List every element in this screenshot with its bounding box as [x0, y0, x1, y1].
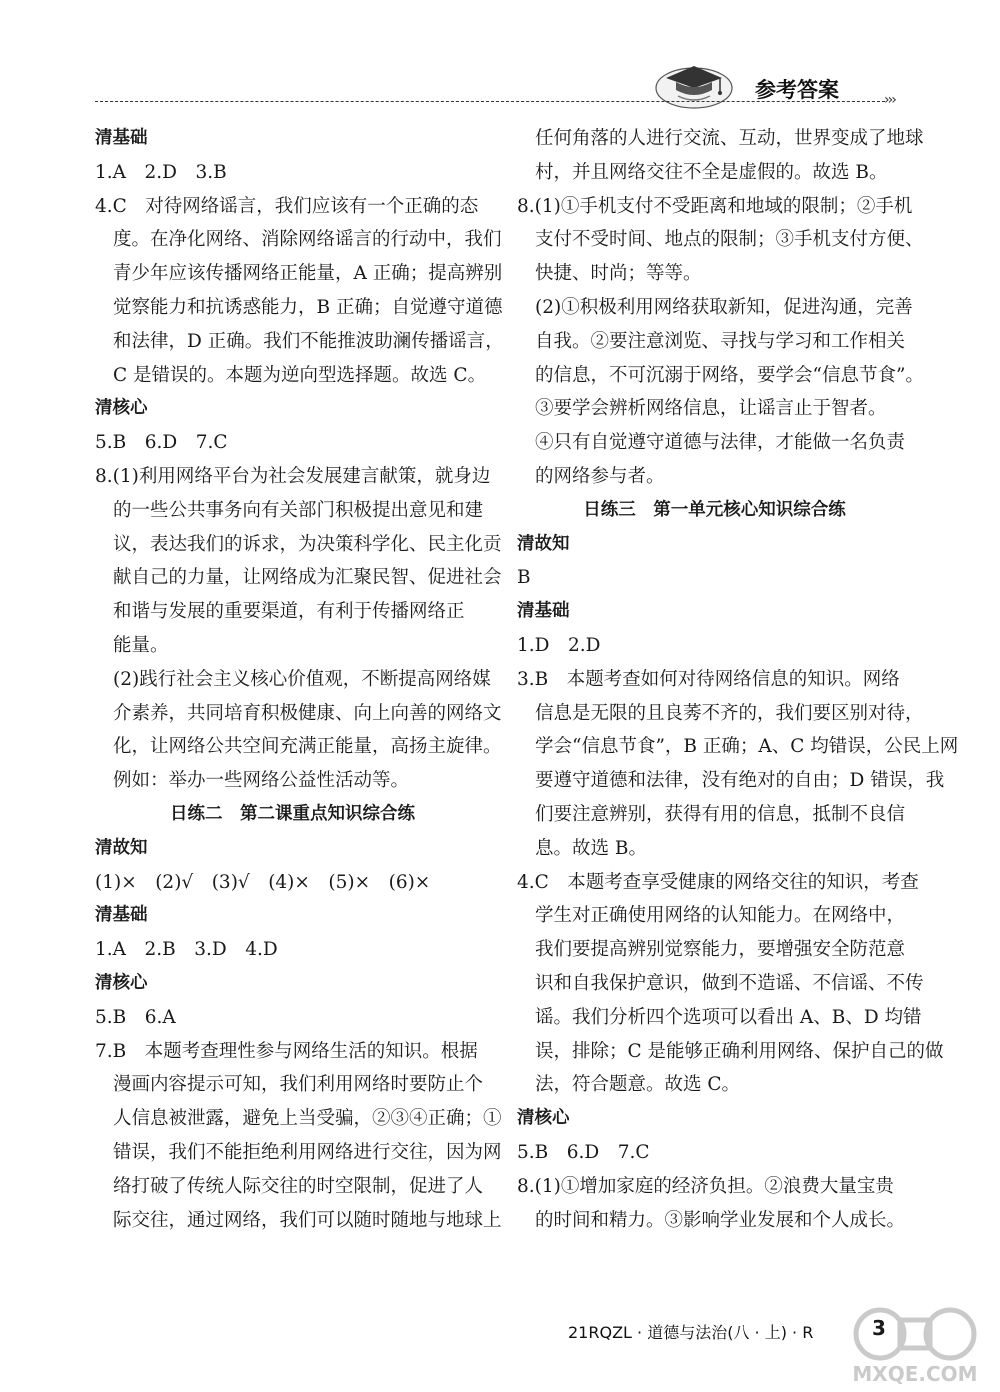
- answer-line: 际交往，通过网络，我们可以随时随地与地球上: [113, 1209, 502, 1231]
- answer-line: 8.(1)①增加家庭的经济负担。②浪费大量宝贵: [517, 1175, 894, 1197]
- answer-line: 错误，我们不能拒绝利用网络进行交往，因为网: [113, 1141, 502, 1163]
- answer-line: 4.C 本题考查享受健康的网络交往的知识，考查: [517, 871, 919, 893]
- answer-line: 介素养，共同培育积极健康、向上向善的网络文: [113, 702, 502, 724]
- answer-line: 化，让网络公共空间充满正能量，高扬主旋律。: [113, 736, 502, 758]
- answer-line: 快捷、时尚；等等。: [535, 263, 702, 285]
- watermark: [840, 1300, 990, 1392]
- answer-line: 谣。我们分析四个选项可以看出 A、B、D 均错: [535, 1006, 922, 1028]
- answer-line: 学会“信息节食”，B 正确；A、C 均错误，公民上网: [535, 736, 959, 758]
- answer-line: (2)践行社会主义核心价值观，不断提高网络媒: [113, 668, 491, 690]
- exercise-title: 日练三 第一单元核心知识综合练: [583, 499, 846, 520]
- answer-line: 的一些公共事务向有关部门积极提出意见和建: [113, 499, 484, 521]
- answer-line: 1.A 2.B 3.D 4.D: [95, 939, 278, 961]
- right-column: [517, 122, 959, 1237]
- answer-line: 觉察能力和抗诱惑能力，B 正确；自觉遵守道德: [113, 296, 503, 318]
- answer-line: 的信息，不可沉溺于网络，要学会“信息节食”。: [535, 364, 924, 386]
- answer-line: 我们要提高辨别觉察能力，要增强安全防范意: [535, 939, 906, 961]
- section-heading: 清核心: [517, 1108, 570, 1129]
- answer-line: 5.B 6.D 7.C: [95, 432, 228, 454]
- answer-line: 8.(1)利用网络平台为社会发展建言献策，就身边: [95, 465, 491, 487]
- exercise-title: 日练二 第二课重点知识综合练: [170, 803, 415, 824]
- answer-line: 要遵守道德和法律，没有绝对的自由；D 错误，我: [535, 770, 945, 792]
- answer-line: 识和自我保护意识，做到不造谣、不信谣、不传: [535, 972, 924, 994]
- section-heading: 清基础: [517, 601, 570, 622]
- answer-line: 7.B 本题考查理性参与网络生活的知识。根据: [95, 1040, 478, 1062]
- answer-line: 和谐与发展的重要渠道，有利于传播网络正: [113, 601, 465, 623]
- header-title: 参考答案: [755, 78, 839, 102]
- divider-arrow-icon: ›››: [884, 92, 895, 108]
- page-header: [0, 0, 1000, 120]
- answer-line: 3.B 本题考查如何对待网络信息的知识。网络: [517, 668, 900, 690]
- answer-line: 漫画内容提示可知，我们利用网络时要防止个: [113, 1074, 484, 1096]
- watermark-logo-icon: [840, 1300, 990, 1362]
- section-heading: 清故知: [95, 837, 148, 858]
- answer-line: 度。在净化网络、消除网络谣言的行动中，我们: [113, 229, 502, 251]
- answer-line: 们要注意辨别，获得有用的信息，抵制不良信: [535, 803, 906, 825]
- answer-line: 8.(1)①手机支付不受距离和地域的限制；②手机: [517, 195, 913, 217]
- section-heading: 清基础: [95, 128, 148, 148]
- answer-line: 村，并且网络交往不全是虚假的。故选 B。: [535, 161, 888, 183]
- answer-line: 能量。: [113, 634, 169, 656]
- answer-line: 1.A 2.D 3.B: [95, 161, 227, 183]
- answer-line: (2)①积极利用网络获取新知，促进沟通，完善: [535, 296, 913, 318]
- graduation-cap-book-icon: [652, 58, 736, 110]
- answer-line: 误，排除；C 是能够正确利用网络、保护自己的做: [535, 1040, 944, 1062]
- answer-line: 青少年应该传播网络正能量，A 正确；提高辨别: [113, 263, 503, 285]
- page-number: 3: [872, 1316, 886, 1340]
- answer-line: C 是错误的。本题为逆向型选择题。故选 C。: [113, 364, 487, 386]
- answer-line: 信息是无限的且良莠不齐的，我们要区别对待，: [535, 702, 924, 724]
- answer-line: 例如：举办一些网络公益性活动等。: [113, 770, 410, 792]
- answer-line: 1.D 2.D: [517, 634, 601, 656]
- header-divider: [95, 101, 885, 102]
- answer-line: 任何角落的人进行交流、互动，世界变成了地球: [535, 128, 924, 149]
- answer-line: 的网络参与者。: [535, 465, 665, 487]
- answer-line: 人信息被泄露，避免上当受骗，②③④正确；①: [113, 1108, 502, 1130]
- answer-line: 的时间和精力。③影响学业发展和个人成长。: [535, 1209, 906, 1231]
- answer-line: 4.C 对待网络谣言，我们应该有一个正确的态: [95, 195, 479, 217]
- answer-line: 5.B 6.A: [95, 1006, 176, 1028]
- answer-line: 学生对正确使用网络的认知能力。在网络中，: [535, 905, 906, 927]
- answer-line: 和法律，D 正确。我们不能推波助澜传播谣言，: [113, 330, 504, 352]
- answer-line: 议，表达我们的诉求，为决策科学化、民主化贡: [113, 533, 502, 555]
- watermark-text: MXQE.COM: [852, 1362, 978, 1386]
- answer-line: 5.B 6.D 7.C: [517, 1141, 650, 1163]
- footer-code: 21RQZL · 道德与法治(八 · 上) · R: [568, 1323, 814, 1342]
- left-column: [95, 122, 504, 1237]
- answer-line: 自我。②要注意浏览、寻找与学习和工作相关: [535, 330, 906, 352]
- answer-line: 法，符合题意。故选 C。: [535, 1074, 741, 1096]
- section-heading: 清故知: [517, 533, 570, 554]
- answer-line: B: [517, 567, 531, 589]
- answer-line: ④只有自觉遵守道德与法律，才能做一名负责: [535, 432, 906, 454]
- section-heading: 清基础: [95, 905, 148, 926]
- section-heading: 清核心: [95, 972, 148, 993]
- answer-line: 支付不受时间、地点的限制；③手机支付方便、: [535, 229, 924, 251]
- section-heading: 清核心: [95, 398, 148, 419]
- answer-line: 息。故选 B。: [535, 837, 647, 859]
- answer-line: ③要学会辨析网络信息，让谣言止于智者。: [535, 398, 887, 420]
- answer-line: 献自己的力量，让网络成为汇聚民智、促进社会: [113, 567, 502, 589]
- answer-line: (1)× (2)√ (3)√ (4)× (5)× (6)×: [95, 871, 431, 893]
- answer-line: 络打破了传统人际交往的时空限制，促进了人: [113, 1175, 484, 1197]
